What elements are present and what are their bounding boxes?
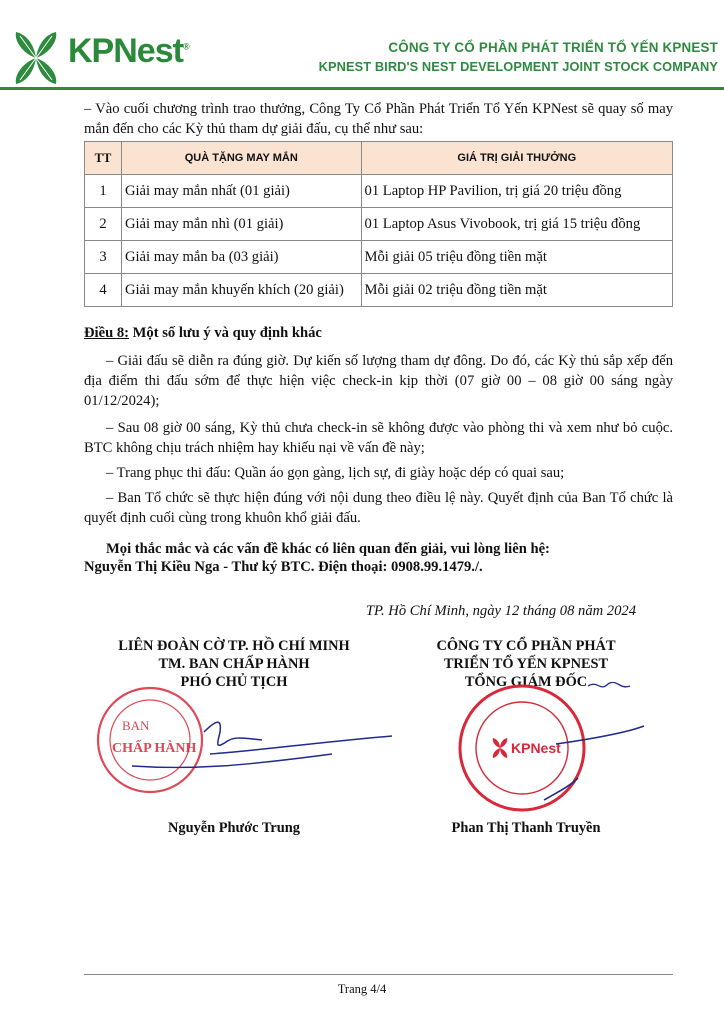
- stamp-logo-text: KPNest: [511, 740, 561, 756]
- svg-text:CHẤP HÀNH: CHẤP HÀNH: [112, 741, 197, 756]
- right-position: TỔNG GIÁM ĐỐC: [464, 674, 588, 690]
- prize-table: [84, 141, 673, 307]
- left-position: PHÓ CHỦ TỊCH: [180, 674, 288, 690]
- article8-label: Điều 8:: [84, 325, 129, 341]
- letterhead: [0, 0, 724, 92]
- article8-paragraph-4: – Ban Tổ chức sẽ thực hiện đúng với nội dung theo điều lệ này. Quyết định của Ban Tổ chức là quyết định cuối cùng trong khuôn khổ giải đấu.: [84, 490, 673, 526]
- row-value: 01 Laptop Asus Vivobook, trị giá 15 triệu đồng: [361, 208, 672, 241]
- left-stamp-and-signature: [92, 680, 402, 800]
- table-row: [85, 208, 673, 241]
- col-header-value: GIÁ TRỊ GIẢI THƯỞNG: [361, 142, 672, 175]
- table-row: [85, 241, 673, 274]
- logo-wordmark: KPNest®: [68, 32, 189, 70]
- left-signer-name: Nguyễn Phước Trung: [167, 820, 301, 836]
- left-stamp-icon: [98, 688, 202, 792]
- row-gift: Giải may mắn khuyến khích (20 giải): [121, 274, 361, 307]
- col-header-gift: QUÀ TẶNG MAY MẮN: [121, 142, 361, 175]
- row-value: Mỗi giải 05 triệu đồng tiền mặt: [361, 241, 672, 274]
- article8-paragraph-2: – Sau 08 giờ 00 sáng, Kỳ thủ chưa check-in sẽ không được vào phòng thi và xem như bỏ cuộc. BTC không chịu trách nhiệm hay khiếu nại về vấn đề này;: [84, 420, 673, 456]
- row-number: 2: [85, 208, 122, 241]
- contact-line-1: Mọi thắc mắc và các vấn đề khác có liên quan đến giải, vui lòng liên hệ:: [106, 541, 550, 557]
- article8-paragraph-1: – Giải đấu sẽ diễn ra đúng giờ. Dự kiến số lượng tham dự đông. Do đó, các Kỳ thủ sắp xếp đến địa điểm thi đấu sớm để thực hiện việc check-in kịp thời (07 giờ 00 – 08 giờ 00 sáng ngày 01/12/2024);: [84, 353, 673, 409]
- article8-heading: [84, 323, 673, 343]
- row-value: 01 Laptop HP Pavilion, trị giá 20 triệu đồng: [361, 175, 672, 208]
- page-number: Trang 4/4: [337, 982, 387, 996]
- contact-line-2: Nguyễn Thị Kiều Nga - Thư ký BTC. Điện thoại: 0908.99.1479./.: [84, 559, 483, 575]
- right-org-1: CÔNG TY CỔ PHẦN PHÁT: [436, 638, 616, 654]
- row-number: 3: [85, 241, 122, 274]
- company-name-en: KPNEST BIRD'S NEST DEVELOPMENT JOINT STOCK COMPANY: [318, 59, 718, 74]
- table-header-row: [85, 142, 673, 175]
- row-value: Mỗi giải 02 triệu đồng tiền mặt: [361, 274, 672, 307]
- row-number: 4: [85, 274, 122, 307]
- company-name-vi: CÔNG TY CỔ PHẦN PHÁT TRIỂN TỔ YẾN KPNEST: [388, 40, 718, 55]
- place-date: TP. Hồ Chí Minh, ngày 12 tháng 08 năm 2024: [365, 603, 636, 619]
- kpnest-leaf-logo-icon: [6, 28, 66, 88]
- left-role: TM. BAN CHẤP HÀNH: [158, 656, 310, 672]
- article8-paragraph-3: – Trang phục thi đấu: Quần áo gọn gàng, lịch sự, đi giày hoặc dép có quai sau;: [106, 465, 565, 481]
- row-gift: Giải may mắn nhất (01 giải): [121, 175, 361, 208]
- row-gift: Giải may mắn ba (03 giải): [121, 241, 361, 274]
- table-row: [85, 274, 673, 307]
- right-signer-name: Phan Thị Thanh Truyền: [451, 820, 601, 836]
- left-org: LIÊN ĐOÀN CỜ TP. HỒ CHÍ MINH: [118, 638, 350, 654]
- row-number: 1: [85, 175, 122, 208]
- table-row: [85, 175, 673, 208]
- right-stamp-icon: [460, 686, 644, 810]
- svg-text:BAN: BAN: [122, 718, 150, 733]
- header-divider: [0, 87, 724, 90]
- intro-paragraph: – Vào cuối chương trình trao thưởng, Công Ty Cổ Phần Phát Triển Tổ Yến KPNest sẽ quay số may mắn đến cho các Kỳ thủ tham dự giải đấu, cụ thể như sau:: [84, 101, 673, 137]
- company-name: [319, 40, 718, 74]
- row-gift: Giải may mắn nhì (01 giải): [121, 208, 361, 241]
- footer-divider: [84, 974, 673, 975]
- right-org-2: TRIỂN TỔ YẾN KPNEST: [443, 656, 609, 672]
- right-stamp-and-signature: [448, 682, 648, 814]
- col-header-tt: TT: [85, 142, 122, 175]
- article8-title: Một số lưu ý và quy định khác: [129, 325, 322, 341]
